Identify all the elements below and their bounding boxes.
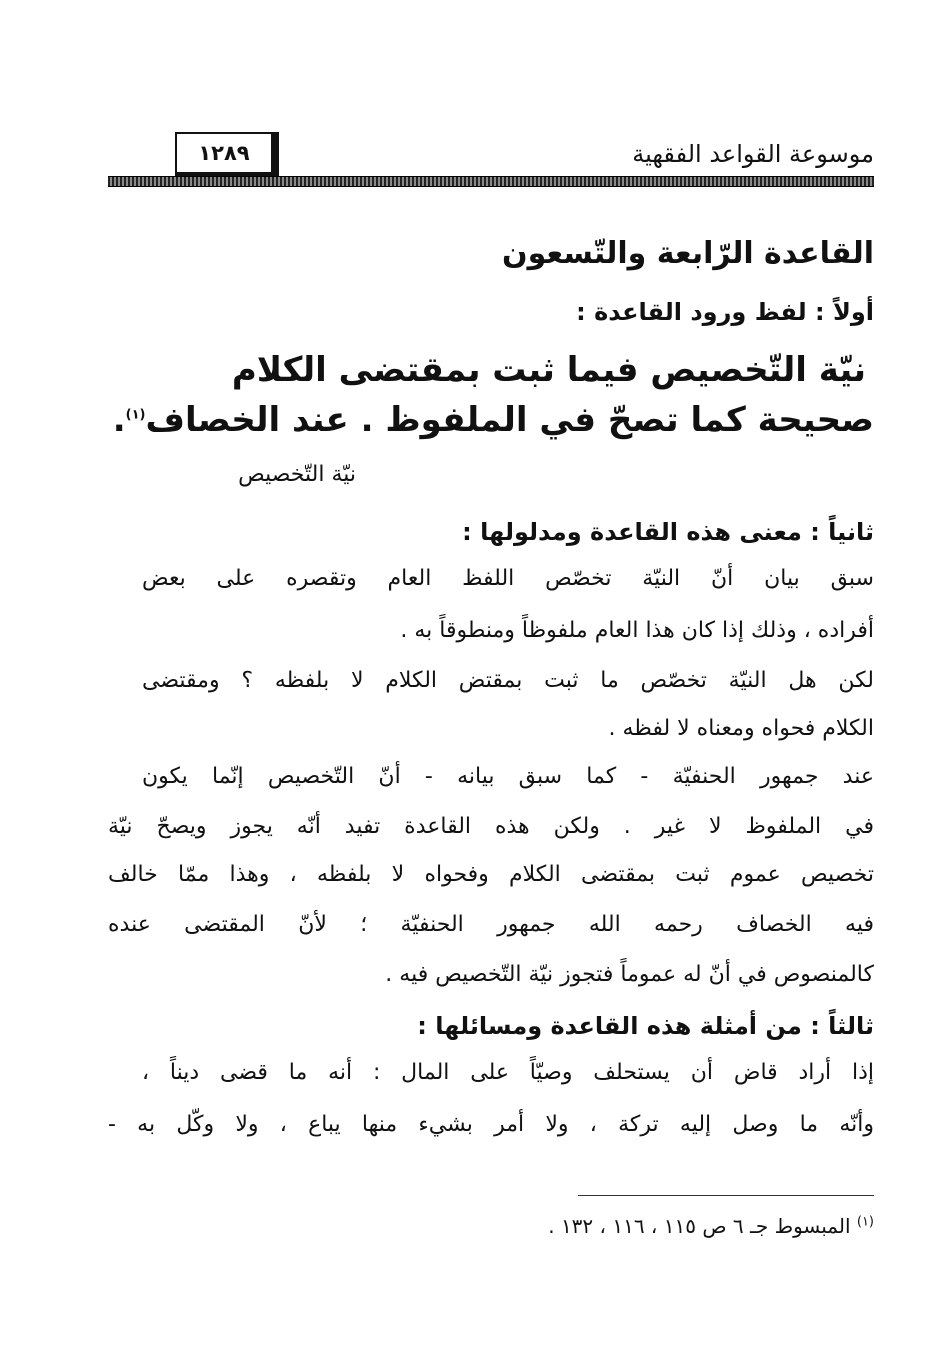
paragraph-line: وأنّه ما وصل إليه تركة ، ولا أمر بشيء منها يباع ، ولا وكّل به -: [108, 1112, 874, 1137]
header-rule: [108, 176, 874, 187]
rule-text-line1: نيّة التّخصيص فيما ثبت بمقتضى الكلام: [231, 350, 866, 390]
section3-title: ثالثاً : من أمثلة هذه القاعدة ومسائلها :: [417, 1012, 874, 1040]
page-number: ١٢٨٩: [198, 141, 250, 165]
section1-title: أولاً : لفظ ورود القاعدة :: [576, 298, 874, 326]
paragraph-line: لكن هل النيّة تخصّص ما ثبت بمقتض الكلام لا بلفظه ؟ ومقتضى: [142, 668, 874, 693]
rule-text-line2-end: .: [112, 400, 126, 440]
paragraph-line: في الملفوظ لا غير . ولكن هذه القاعدة تفيد أنّه يجوز ويصحّ نيّة: [108, 814, 874, 839]
rule-text-line2: [108, 400, 874, 440]
paragraph-line: تخصيص عموم ثبت بمقتضى الكلام وفحواه لا بلفظه ، وهذا ممّا خالف: [108, 862, 874, 887]
paragraph-line: الكلام فحواه ومعناه لا لفظه .: [608, 716, 874, 741]
paragraph-line: كالمنصوص في أنّ له عموماً فتجوز نيّة التّخصيص فيه .: [385, 962, 874, 987]
footnote-rule: [578, 1195, 874, 1196]
footnote: [108, 1214, 874, 1238]
paragraph-line: سبق بيان أنّ النيّة تخصّص اللفظ العام وتقصره على بعض: [142, 566, 874, 591]
footnote-ref: (١): [125, 407, 146, 423]
running-title: موسوعة القواعد الفقهية: [632, 140, 874, 168]
paragraph-line: عند جمهور الحنفيّة - كما سبق بيانه - أنّ التّخصيص إنّما يكون: [142, 764, 874, 789]
page-number-box: [175, 132, 279, 176]
rule-heading: القاعدة الرّابعة والتّسعون: [501, 236, 874, 271]
footnote-marker: (١): [856, 1214, 874, 1230]
paragraph-line: فيه الخصاف رحمه الله جمهور الحنفيّة ؛ لأنّ المقتضى عنده: [108, 912, 874, 937]
paragraph-line: إذا أراد قاض أن يستحلف وصيّاً على المال : أنه ما قضى ديناً ،: [142, 1060, 874, 1085]
section2-title: ثانياً : معنى هذه القاعدة ومدلولها :: [462, 518, 874, 546]
paragraph-line: أفراده ، وذلك إذا كان هذا العام ملفوظاً ومنطوقاً به .: [400, 618, 874, 643]
keyword: نيّة التّخصيص: [238, 462, 356, 487]
rule-text-line2-body: صحيحة كما تصحّ في الملفوظ . عند الخصاف: [145, 400, 874, 440]
footnote-text: المبسوط جـ ٦ ص ١١٥ ، ١١٦ ، ١٣٢ .: [548, 1214, 851, 1238]
